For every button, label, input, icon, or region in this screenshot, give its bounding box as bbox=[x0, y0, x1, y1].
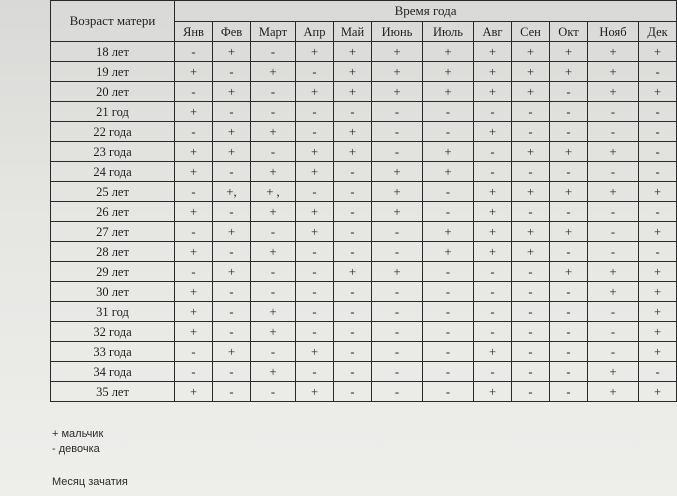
table-row bbox=[51, 322, 677, 342]
gender-cell: + bbox=[474, 82, 512, 102]
gender-cell: - bbox=[474, 322, 512, 342]
table-row bbox=[51, 242, 677, 262]
gender-cell: + bbox=[474, 182, 512, 202]
gender-cell: - bbox=[512, 302, 550, 322]
gender-cell: + bbox=[639, 382, 677, 402]
gender-cell: + bbox=[296, 382, 334, 402]
gender-cell: + bbox=[213, 222, 251, 242]
gender-cell: - bbox=[423, 262, 474, 282]
gender-cell: - bbox=[334, 182, 372, 202]
gender-cell: + bbox=[588, 362, 639, 382]
gender-cell: - bbox=[512, 162, 550, 182]
gender-cell: + bbox=[296, 202, 334, 222]
gender-cell: + bbox=[251, 122, 296, 142]
gender-cell: - bbox=[639, 362, 677, 382]
gender-cell: - bbox=[372, 362, 423, 382]
gender-cell: - bbox=[474, 142, 512, 162]
gender-cell: - bbox=[213, 162, 251, 182]
gender-cell: - bbox=[512, 282, 550, 302]
gender-cell: + bbox=[639, 282, 677, 302]
gender-cell: - bbox=[334, 362, 372, 382]
gender-cell: + bbox=[175, 162, 213, 182]
gender-cell: - bbox=[175, 362, 213, 382]
gender-cell: - bbox=[296, 262, 334, 282]
table-row bbox=[51, 202, 677, 222]
table-row bbox=[51, 382, 677, 402]
age-cell: 30 лет bbox=[51, 282, 175, 302]
gender-cell: + bbox=[512, 42, 550, 62]
gender-cell: + bbox=[588, 42, 639, 62]
gender-cell: + bbox=[474, 42, 512, 62]
gender-cell: - bbox=[334, 342, 372, 362]
gender-cell: - bbox=[588, 242, 639, 262]
gender-cell: + bbox=[251, 322, 296, 342]
gender-cell: + bbox=[251, 242, 296, 262]
gender-cell: + bbox=[474, 122, 512, 142]
gender-cell: - bbox=[474, 302, 512, 322]
table-row bbox=[51, 302, 677, 322]
gender-cell: - bbox=[296, 302, 334, 322]
gender-cell: + bbox=[175, 142, 213, 162]
age-cell: 19 лет bbox=[51, 62, 175, 82]
month-header: Май bbox=[334, 22, 372, 42]
gender-cell: - bbox=[474, 162, 512, 182]
gender-cell: + bbox=[423, 82, 474, 102]
gender-cell: + bbox=[550, 222, 588, 242]
gender-cell: + bbox=[588, 142, 639, 162]
gender-cell: - bbox=[423, 102, 474, 122]
table-row bbox=[51, 162, 677, 182]
age-cell: 32 года bbox=[51, 322, 175, 342]
gender-cell: - bbox=[296, 102, 334, 122]
gender-cell: - bbox=[423, 362, 474, 382]
gender-cell: - bbox=[296, 122, 334, 142]
gender-cell: + bbox=[175, 62, 213, 82]
gender-cell: - bbox=[372, 222, 423, 242]
age-cell: 22 года bbox=[51, 122, 175, 142]
gender-cell: - bbox=[251, 82, 296, 102]
gender-cell: - bbox=[512, 342, 550, 362]
age-cell: 23 года bbox=[51, 142, 175, 162]
gender-cell: - bbox=[512, 362, 550, 382]
gender-cell: + bbox=[334, 42, 372, 62]
table-row bbox=[51, 62, 677, 82]
gender-cell: + bbox=[175, 102, 213, 122]
gender-cell: - bbox=[175, 222, 213, 242]
gender-cell: + bbox=[372, 182, 423, 202]
gender-cell: + , bbox=[251, 182, 296, 202]
gender-cell: - bbox=[639, 162, 677, 182]
gender-cell: + bbox=[213, 82, 251, 102]
gender-cell: + bbox=[296, 342, 334, 362]
gender-cell: - bbox=[588, 202, 639, 222]
gender-cell: + bbox=[334, 82, 372, 102]
gender-cell: + bbox=[550, 42, 588, 62]
gender-cell: - bbox=[423, 342, 474, 362]
table-body bbox=[51, 42, 677, 402]
gender-cell: - bbox=[512, 262, 550, 282]
month-header: Окт bbox=[550, 22, 588, 42]
gender-cell: - bbox=[251, 102, 296, 122]
gender-cell: + bbox=[251, 62, 296, 82]
gender-cell: - bbox=[512, 122, 550, 142]
gender-cell: + bbox=[296, 142, 334, 162]
gender-cell: - bbox=[372, 102, 423, 122]
gender-cell: + bbox=[423, 222, 474, 242]
gender-cell: + bbox=[423, 42, 474, 62]
gender-cell: - bbox=[588, 222, 639, 242]
gender-cell: - bbox=[296, 362, 334, 382]
gender-cell: + bbox=[639, 262, 677, 282]
gender-cell: - bbox=[474, 102, 512, 122]
season-header: Время года bbox=[175, 1, 677, 22]
gender-cell: + bbox=[213, 262, 251, 282]
gender-cell: + bbox=[423, 142, 474, 162]
gender-cell: + bbox=[296, 82, 334, 102]
gender-cell: + bbox=[639, 222, 677, 242]
legend-girl: - девочка bbox=[52, 443, 100, 455]
gender-cell: - bbox=[213, 102, 251, 122]
age-cell: 24 года bbox=[51, 162, 175, 182]
month-header: Янв bbox=[175, 22, 213, 42]
gender-cell: - bbox=[213, 322, 251, 342]
gender-cell: - bbox=[175, 182, 213, 202]
age-cell: 18 лет bbox=[51, 42, 175, 62]
gender-cell: - bbox=[588, 122, 639, 142]
gender-cell: - bbox=[512, 202, 550, 222]
month-header: Фев bbox=[213, 22, 251, 42]
gender-cell: + bbox=[474, 222, 512, 242]
gender-cell: - bbox=[639, 102, 677, 122]
gender-cell: - bbox=[550, 382, 588, 402]
gender-cell: - bbox=[296, 282, 334, 302]
gender-cell: + bbox=[550, 142, 588, 162]
gender-cell: - bbox=[372, 322, 423, 342]
gender-cell: - bbox=[334, 282, 372, 302]
gender-cell: - bbox=[334, 242, 372, 262]
gender-cell: - bbox=[296, 62, 334, 82]
gender-cell: + bbox=[175, 382, 213, 402]
gender-cell: - bbox=[639, 122, 677, 142]
gender-cell: - bbox=[213, 362, 251, 382]
table-row bbox=[51, 282, 677, 302]
gender-cell: - bbox=[474, 282, 512, 302]
age-cell: 26 лет bbox=[51, 202, 175, 222]
gender-cell: + bbox=[213, 122, 251, 142]
table-row bbox=[51, 142, 677, 162]
gender-cell: - bbox=[175, 122, 213, 142]
gender-cell: - bbox=[512, 382, 550, 402]
gender-cell: - bbox=[372, 282, 423, 302]
month-header: Нояб bbox=[588, 22, 639, 42]
table-row bbox=[51, 342, 677, 362]
gender-cell: + bbox=[512, 82, 550, 102]
gender-cell: - bbox=[550, 322, 588, 342]
gender-cell: - bbox=[372, 142, 423, 162]
gender-cell: + bbox=[512, 62, 550, 82]
gender-cell: - bbox=[423, 322, 474, 342]
gender-cell: - bbox=[423, 122, 474, 142]
age-cell: 27 лет bbox=[51, 222, 175, 242]
month-header: Апр bbox=[296, 22, 334, 42]
gender-cell: - bbox=[639, 202, 677, 222]
gender-cell: - bbox=[474, 262, 512, 282]
month-header: Авг bbox=[474, 22, 512, 42]
gender-cell: - bbox=[550, 242, 588, 262]
gender-cell: - bbox=[639, 62, 677, 82]
age-cell: 29 лет bbox=[51, 262, 175, 282]
gender-cell: - bbox=[372, 302, 423, 322]
gender-cell: + bbox=[175, 302, 213, 322]
gender-cell: - bbox=[334, 222, 372, 242]
gender-cell: + bbox=[588, 82, 639, 102]
gender-cell: - bbox=[588, 102, 639, 122]
gender-cell: - bbox=[372, 122, 423, 142]
gender-cell: + bbox=[175, 322, 213, 342]
gender-cell: - bbox=[213, 242, 251, 262]
gender-cell: - bbox=[550, 102, 588, 122]
age-cell: 35 лет bbox=[51, 382, 175, 402]
gender-cell: + bbox=[372, 162, 423, 182]
gender-cell: - bbox=[550, 342, 588, 362]
gender-cell: + bbox=[550, 262, 588, 282]
age-cell: 28 лет bbox=[51, 242, 175, 262]
gender-cell: - bbox=[251, 222, 296, 242]
gender-cell: - bbox=[372, 342, 423, 362]
gender-cell: - bbox=[423, 202, 474, 222]
age-cell: 20 лет bbox=[51, 82, 175, 102]
gender-cell: + bbox=[474, 202, 512, 222]
gender-cell: - bbox=[550, 302, 588, 322]
gender-cell: + bbox=[251, 202, 296, 222]
gender-cell: - bbox=[550, 122, 588, 142]
gender-cell: - bbox=[251, 42, 296, 62]
gender-cell: - bbox=[213, 302, 251, 322]
gender-cell: + bbox=[334, 62, 372, 82]
age-cell: 21 год bbox=[51, 102, 175, 122]
table-row bbox=[51, 222, 677, 242]
gender-cell: + bbox=[512, 142, 550, 162]
gender-cell: + bbox=[423, 242, 474, 262]
gender-cell: - bbox=[175, 82, 213, 102]
gender-cell: - bbox=[296, 242, 334, 262]
gender-cell: - bbox=[588, 342, 639, 362]
gender-cell: - bbox=[588, 162, 639, 182]
gender-cell: - bbox=[550, 82, 588, 102]
gender-cell: + bbox=[175, 282, 213, 302]
gender-cell: + bbox=[474, 382, 512, 402]
gender-cell: - bbox=[296, 182, 334, 202]
gender-cell: + bbox=[639, 342, 677, 362]
gender-cell: + bbox=[372, 202, 423, 222]
gender-cell: - bbox=[213, 282, 251, 302]
gender-cell: - bbox=[213, 62, 251, 82]
gender-cell: - bbox=[251, 142, 296, 162]
gender-cell: + bbox=[213, 342, 251, 362]
gender-cell: + bbox=[639, 42, 677, 62]
legend-boy: + мальчик bbox=[52, 428, 104, 440]
gender-cell: - bbox=[334, 102, 372, 122]
table-row bbox=[51, 102, 677, 122]
gender-cell: + bbox=[213, 42, 251, 62]
gender-cell: + bbox=[639, 82, 677, 102]
table-row bbox=[51, 262, 677, 282]
age-cell: 34 года bbox=[51, 362, 175, 382]
gender-cell: - bbox=[550, 202, 588, 222]
gender-cell: - bbox=[512, 322, 550, 342]
gender-cell: - bbox=[423, 382, 474, 402]
gender-cell: - bbox=[474, 362, 512, 382]
month-header: Июнь bbox=[372, 22, 423, 42]
month-header: Март bbox=[251, 22, 296, 42]
gender-cell: + bbox=[550, 182, 588, 202]
gender-cell: - bbox=[512, 102, 550, 122]
gender-cell: + bbox=[372, 82, 423, 102]
gender-cell: + bbox=[213, 142, 251, 162]
gender-cell: - bbox=[213, 202, 251, 222]
age-cell: 25 лет bbox=[51, 182, 175, 202]
gender-cell: + bbox=[334, 122, 372, 142]
gender-cell: + bbox=[175, 242, 213, 262]
month-header: Дек bbox=[639, 22, 677, 42]
age-cell: 33 года bbox=[51, 342, 175, 362]
gender-cell: + bbox=[474, 242, 512, 262]
gender-cell: + bbox=[588, 62, 639, 82]
gender-cell: - bbox=[550, 282, 588, 302]
gender-cell: + bbox=[372, 42, 423, 62]
gender-cell: - bbox=[639, 142, 677, 162]
gender-cell: + bbox=[512, 222, 550, 242]
month-header: Сен bbox=[512, 22, 550, 42]
gender-cell: + bbox=[588, 382, 639, 402]
gender-cell: + bbox=[296, 162, 334, 182]
gender-cell: + bbox=[296, 222, 334, 242]
gender-cell: + bbox=[251, 302, 296, 322]
table-row bbox=[51, 42, 677, 62]
gender-cell: - bbox=[588, 322, 639, 342]
gender-cell: + bbox=[474, 62, 512, 82]
gender-cell: - bbox=[334, 322, 372, 342]
gender-cell: + bbox=[251, 362, 296, 382]
gender-cell: + bbox=[588, 282, 639, 302]
gender-cell: +, bbox=[213, 182, 251, 202]
table-row bbox=[51, 82, 677, 102]
gender-cell: - bbox=[175, 262, 213, 282]
gender-cell: + bbox=[296, 42, 334, 62]
gender-cell: + bbox=[334, 142, 372, 162]
legend-caption: Месяц зачатия bbox=[52, 476, 128, 488]
gender-cell: - bbox=[213, 382, 251, 402]
gender-cell: + bbox=[550, 62, 588, 82]
gender-cell: + bbox=[512, 242, 550, 262]
gender-cell: - bbox=[372, 382, 423, 402]
gender-cell: + bbox=[588, 182, 639, 202]
header-row-season bbox=[51, 1, 677, 22]
conception-table bbox=[50, 0, 677, 402]
gender-cell: - bbox=[296, 322, 334, 342]
gender-cell: - bbox=[588, 302, 639, 322]
gender-cell: - bbox=[334, 302, 372, 322]
gender-cell: + bbox=[474, 342, 512, 362]
gender-cell: + bbox=[639, 182, 677, 202]
gender-cell: + bbox=[588, 262, 639, 282]
gender-cell: - bbox=[251, 382, 296, 402]
month-header: Июль bbox=[423, 22, 474, 42]
gender-cell: - bbox=[372, 242, 423, 262]
table-row bbox=[51, 182, 677, 202]
gender-cell: - bbox=[334, 162, 372, 182]
gender-cell: - bbox=[251, 262, 296, 282]
age-cell: 31 год bbox=[51, 302, 175, 322]
gender-cell: + bbox=[175, 202, 213, 222]
age-column-header: Возраст матери bbox=[51, 1, 175, 42]
gender-cell: - bbox=[550, 362, 588, 382]
table-row bbox=[51, 122, 677, 142]
gender-cell: + bbox=[251, 162, 296, 182]
gender-cell: - bbox=[175, 42, 213, 62]
gender-cell: - bbox=[423, 302, 474, 322]
gender-cell: - bbox=[251, 342, 296, 362]
gender-cell: + bbox=[372, 62, 423, 82]
gender-cell: - bbox=[423, 282, 474, 302]
gender-cell: - bbox=[334, 382, 372, 402]
gender-cell: - bbox=[639, 242, 677, 262]
gender-cell: + bbox=[423, 162, 474, 182]
gender-cell: + bbox=[512, 182, 550, 202]
gender-cell: + bbox=[639, 302, 677, 322]
gender-cell: - bbox=[175, 342, 213, 362]
gender-cell: + bbox=[334, 262, 372, 282]
gender-cell: - bbox=[423, 182, 474, 202]
gender-cell: + bbox=[639, 322, 677, 342]
gender-cell: + bbox=[372, 262, 423, 282]
gender-cell: - bbox=[550, 162, 588, 182]
gender-cell: - bbox=[251, 282, 296, 302]
gender-cell: - bbox=[334, 202, 372, 222]
table-row bbox=[51, 362, 677, 382]
gender-cell: + bbox=[423, 62, 474, 82]
